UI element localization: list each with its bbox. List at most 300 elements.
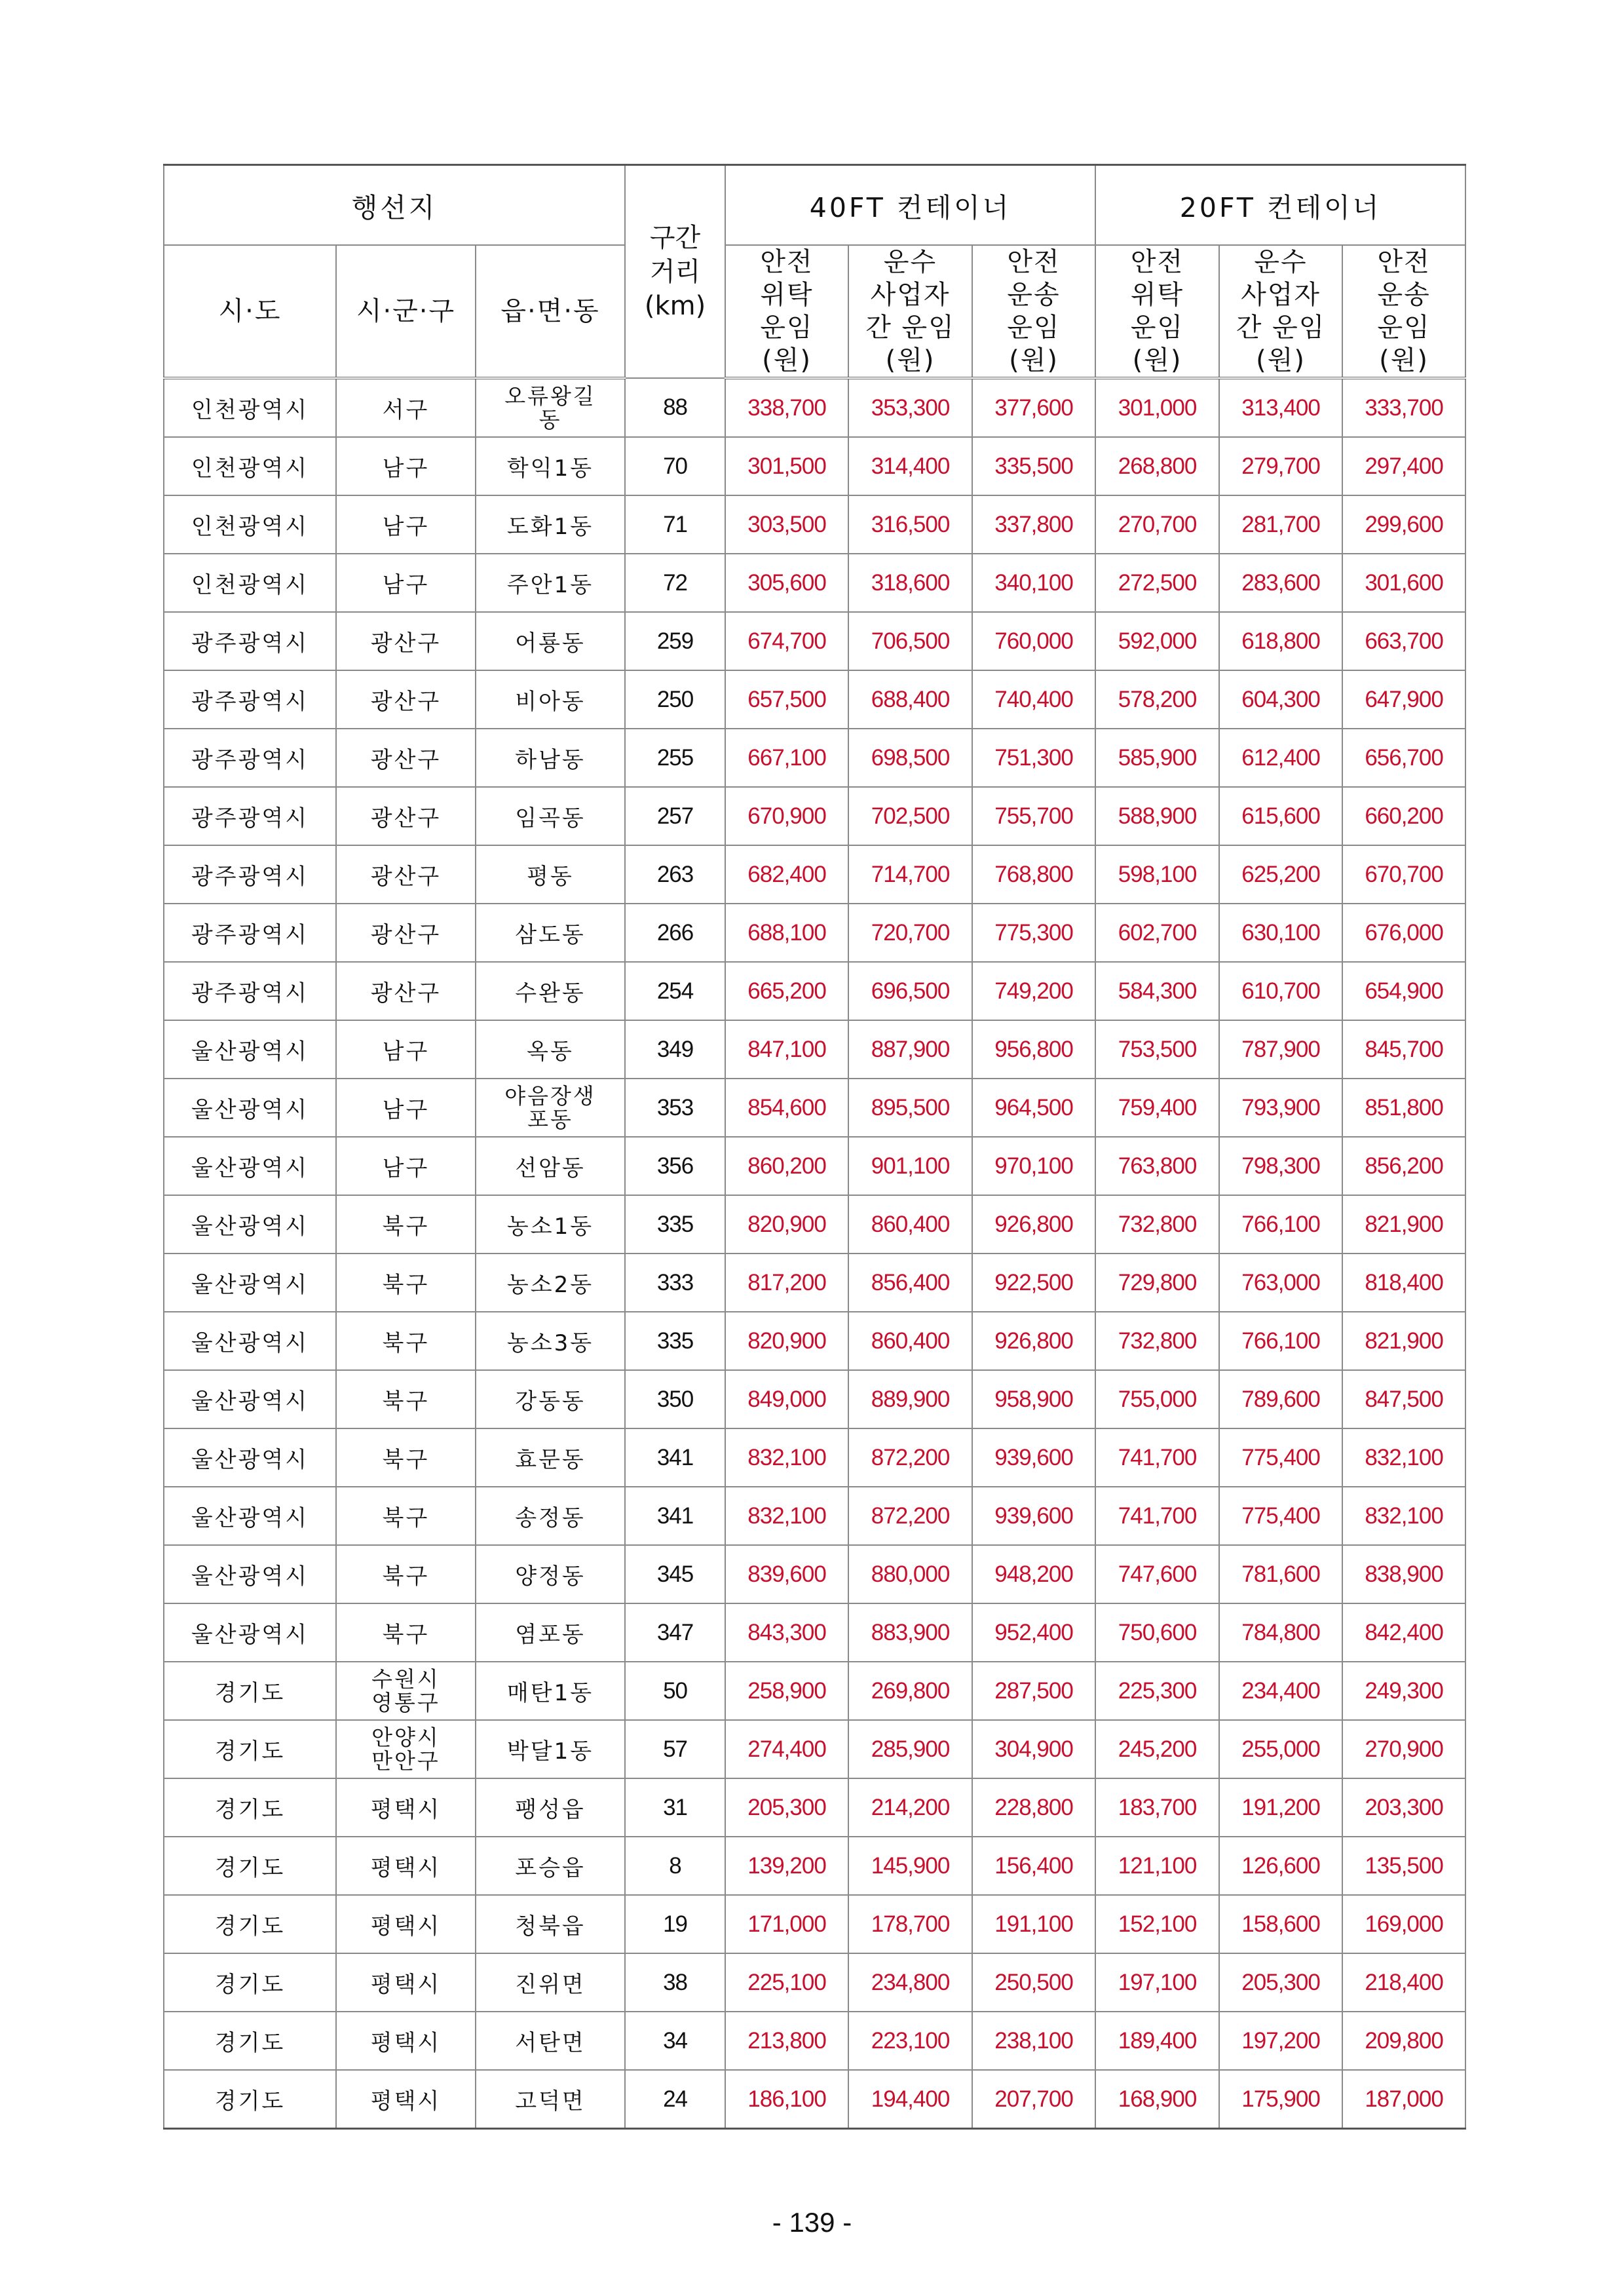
distance-cell: 72 <box>625 554 725 612</box>
40ft-consign-rate-cell: 186,100 <box>725 2070 848 2129</box>
distance-cell: 50 <box>625 1662 725 1720</box>
sigungu-cell: 평택시 <box>336 1895 476 1953</box>
40ft-transport-rate-cell: 755,700 <box>972 787 1095 845</box>
40ft-transport-rate-cell: 207,700 <box>972 2070 1095 2129</box>
dong-cell: 고덕면 <box>476 2070 625 2129</box>
sigungu-cell: 광산구 <box>336 962 476 1020</box>
40ft-consign-rate-cell: 820,900 <box>725 1312 848 1370</box>
table-body <box>164 378 1465 2129</box>
sido-cell: 광주광역시 <box>164 729 336 787</box>
40ft-consign-rate-cell: 665,200 <box>725 962 848 1020</box>
40ft-consign-rate-cell: 338,700 <box>725 378 848 437</box>
40ft-carrier-rate-cell: 880,000 <box>848 1545 972 1603</box>
40ft-carrier-rate-cell: 720,700 <box>848 904 972 962</box>
40ft-carrier-rate-cell: 194,400 <box>848 2070 972 2129</box>
20ft-carrier-rate-cell: 255,000 <box>1219 1720 1342 1778</box>
distance-cell: 353 <box>625 1079 725 1137</box>
40ft-consign-rate-cell: 849,000 <box>725 1370 848 1428</box>
sido-cell: 울산광역시 <box>164 1312 336 1370</box>
sido-cell: 광주광역시 <box>164 904 336 962</box>
20ft-transport-rate-cell: 169,000 <box>1342 1895 1465 1953</box>
table-row <box>164 495 1465 554</box>
40ft-transport-rate-cell: 775,300 <box>972 904 1095 962</box>
20ft-transport-rate-cell: 656,700 <box>1342 729 1465 787</box>
40ft-carrier-rate-cell: 314,400 <box>848 437 972 495</box>
sido-cell: 울산광역시 <box>164 1253 336 1312</box>
sigungu-cell: 평택시 <box>336 2012 476 2070</box>
40ft-consign-rate-cell: 225,100 <box>725 1953 848 2012</box>
40ft-consign-rate-cell: 860,200 <box>725 1137 848 1195</box>
table-row <box>164 1370 1465 1428</box>
table-row <box>164 1662 1465 1720</box>
40ft-transport-rate-cell: 939,600 <box>972 1428 1095 1487</box>
sido-cell: 울산광역시 <box>164 1487 336 1545</box>
40ft-consign-rate-cell: 667,100 <box>725 729 848 787</box>
distance-cell: 254 <box>625 962 725 1020</box>
20ft-consign-rate-cell: 741,700 <box>1095 1428 1219 1487</box>
40ft-carrier-rate-cell: 285,900 <box>848 1720 972 1778</box>
header-40ft-transport-rate: 안전 운송 운임 (원) <box>972 245 1095 378</box>
sido-cell: 인천광역시 <box>164 554 336 612</box>
20ft-carrier-rate-cell: 191,200 <box>1219 1778 1342 1837</box>
20ft-consign-rate-cell: 759,400 <box>1095 1079 1219 1137</box>
40ft-transport-rate-cell: 970,100 <box>972 1137 1095 1195</box>
40ft-carrier-rate-cell: 269,800 <box>848 1662 972 1720</box>
20ft-carrier-rate-cell: 766,100 <box>1219 1195 1342 1253</box>
dong-cell: 하남동 <box>476 729 625 787</box>
40ft-transport-rate-cell: 340,100 <box>972 554 1095 612</box>
dong-cell: 강동동 <box>476 1370 625 1428</box>
header-40ft: 40FT 컨테이너 <box>725 165 1095 246</box>
40ft-transport-rate-cell: 768,800 <box>972 845 1095 904</box>
20ft-carrier-rate-cell: 205,300 <box>1219 1953 1342 2012</box>
40ft-transport-rate-cell: 238,100 <box>972 2012 1095 2070</box>
sigungu-cell: 수원시 영통구 <box>336 1662 476 1720</box>
20ft-consign-rate-cell: 592,000 <box>1095 612 1219 670</box>
table-row <box>164 1137 1465 1195</box>
40ft-carrier-rate-cell: 318,600 <box>848 554 972 612</box>
20ft-consign-rate-cell: 750,600 <box>1095 1603 1219 1662</box>
20ft-transport-rate-cell: 333,700 <box>1342 378 1465 437</box>
40ft-carrier-rate-cell: 889,900 <box>848 1370 972 1428</box>
distance-cell: 255 <box>625 729 725 787</box>
40ft-consign-rate-cell: 657,500 <box>725 670 848 729</box>
20ft-transport-rate-cell: 832,100 <box>1342 1487 1465 1545</box>
table-row <box>164 670 1465 729</box>
40ft-carrier-rate-cell: 698,500 <box>848 729 972 787</box>
sido-cell: 인천광역시 <box>164 437 336 495</box>
distance-cell: 347 <box>625 1603 725 1662</box>
40ft-carrier-rate-cell: 316,500 <box>848 495 972 554</box>
40ft-carrier-rate-cell: 706,500 <box>848 612 972 670</box>
20ft-consign-rate-cell: 578,200 <box>1095 670 1219 729</box>
header-40ft-carrier-rate: 운수 사업자 간 운임 (원) <box>848 245 972 378</box>
20ft-carrier-rate-cell: 283,600 <box>1219 554 1342 612</box>
page-number: - 139 - <box>772 2207 852 2238</box>
sigungu-cell: 북구 <box>336 1312 476 1370</box>
distance-cell: 57 <box>625 1720 725 1778</box>
40ft-carrier-rate-cell: 223,100 <box>848 2012 972 2070</box>
20ft-transport-rate-cell: 297,400 <box>1342 437 1465 495</box>
header-20ft-consign-rate: 안전 위탁 운임 (원) <box>1095 245 1219 378</box>
20ft-transport-rate-cell: 821,900 <box>1342 1195 1465 1253</box>
sigungu-cell: 북구 <box>336 1370 476 1428</box>
40ft-consign-rate-cell: 817,200 <box>725 1253 848 1312</box>
20ft-carrier-rate-cell: 775,400 <box>1219 1428 1342 1487</box>
dong-cell: 효문동 <box>476 1428 625 1487</box>
sido-cell: 경기도 <box>164 1662 336 1720</box>
20ft-transport-rate-cell: 847,500 <box>1342 1370 1465 1428</box>
20ft-consign-rate-cell: 121,100 <box>1095 1837 1219 1895</box>
dong-cell: 농소1동 <box>476 1195 625 1253</box>
sigungu-cell: 남구 <box>336 1137 476 1195</box>
40ft-transport-rate-cell: 250,500 <box>972 1953 1095 2012</box>
40ft-transport-rate-cell: 304,900 <box>972 1720 1095 1778</box>
sido-cell: 인천광역시 <box>164 495 336 554</box>
20ft-carrier-rate-cell: 610,700 <box>1219 962 1342 1020</box>
20ft-transport-rate-cell: 187,000 <box>1342 2070 1465 2129</box>
40ft-transport-rate-cell: 926,800 <box>972 1312 1095 1370</box>
dong-cell: 평동 <box>476 845 625 904</box>
40ft-carrier-rate-cell: 702,500 <box>848 787 972 845</box>
40ft-transport-rate-cell: 751,300 <box>972 729 1095 787</box>
20ft-consign-rate-cell: 197,100 <box>1095 1953 1219 2012</box>
distance-cell: 8 <box>625 1837 725 1895</box>
20ft-consign-rate-cell: 747,600 <box>1095 1545 1219 1603</box>
40ft-consign-rate-cell: 839,600 <box>725 1545 848 1603</box>
table-row <box>164 1837 1465 1895</box>
table-row <box>164 1720 1465 1778</box>
40ft-transport-rate-cell: 335,500 <box>972 437 1095 495</box>
sigungu-cell: 북구 <box>336 1428 476 1487</box>
table-row <box>164 612 1465 670</box>
distance-cell: 350 <box>625 1370 725 1428</box>
dong-cell: 농소2동 <box>476 1253 625 1312</box>
20ft-consign-rate-cell: 741,700 <box>1095 1487 1219 1545</box>
40ft-carrier-rate-cell: 234,800 <box>848 1953 972 2012</box>
sido-cell: 광주광역시 <box>164 670 336 729</box>
20ft-consign-rate-cell: 189,400 <box>1095 2012 1219 2070</box>
sido-cell: 울산광역시 <box>164 1603 336 1662</box>
40ft-consign-rate-cell: 258,900 <box>725 1662 848 1720</box>
20ft-carrier-rate-cell: 787,900 <box>1219 1020 1342 1079</box>
20ft-carrier-rate-cell: 784,800 <box>1219 1603 1342 1662</box>
40ft-carrier-rate-cell: 696,500 <box>848 962 972 1020</box>
sido-cell: 광주광역시 <box>164 962 336 1020</box>
sigungu-cell: 광산구 <box>336 612 476 670</box>
dong-cell: 학익1동 <box>476 437 625 495</box>
40ft-transport-rate-cell: 939,600 <box>972 1487 1095 1545</box>
20ft-consign-rate-cell: 245,200 <box>1095 1720 1219 1778</box>
sido-cell: 인천광역시 <box>164 378 336 437</box>
40ft-transport-rate-cell: 749,200 <box>972 962 1095 1020</box>
table-row <box>164 787 1465 845</box>
sido-cell: 경기도 <box>164 1720 336 1778</box>
dong-cell: 옥동 <box>476 1020 625 1079</box>
sido-cell: 경기도 <box>164 1895 336 1953</box>
table-row <box>164 2070 1465 2129</box>
sido-cell: 울산광역시 <box>164 1370 336 1428</box>
40ft-consign-rate-cell: 213,800 <box>725 2012 848 2070</box>
40ft-transport-rate-cell: 760,000 <box>972 612 1095 670</box>
distance-cell: 333 <box>625 1253 725 1312</box>
20ft-consign-rate-cell: 183,700 <box>1095 1778 1219 1837</box>
table-row <box>164 554 1465 612</box>
table-row <box>164 1778 1465 1837</box>
dong-cell: 박달1동 <box>476 1720 625 1778</box>
header-sido: 시·도 <box>164 245 336 378</box>
40ft-consign-rate-cell: 688,100 <box>725 904 848 962</box>
40ft-consign-rate-cell: 847,100 <box>725 1020 848 1079</box>
40ft-carrier-rate-cell: 872,200 <box>848 1428 972 1487</box>
header-distance: 구간 거리 (km) <box>625 165 725 379</box>
20ft-carrier-rate-cell: 625,200 <box>1219 845 1342 904</box>
distance-cell: 24 <box>625 2070 725 2129</box>
20ft-transport-rate-cell: 218,400 <box>1342 1953 1465 2012</box>
20ft-carrier-rate-cell: 158,600 <box>1219 1895 1342 1953</box>
sigungu-cell: 남구 <box>336 437 476 495</box>
distance-cell: 71 <box>625 495 725 554</box>
dong-cell: 도화1동 <box>476 495 625 554</box>
sigungu-cell: 남구 <box>336 554 476 612</box>
sido-cell: 울산광역시 <box>164 1137 336 1195</box>
20ft-consign-rate-cell: 755,000 <box>1095 1370 1219 1428</box>
20ft-transport-rate-cell: 838,900 <box>1342 1545 1465 1603</box>
20ft-consign-rate-cell: 729,800 <box>1095 1253 1219 1312</box>
sigungu-cell: 남구 <box>336 1020 476 1079</box>
20ft-transport-rate-cell: 845,700 <box>1342 1020 1465 1079</box>
20ft-transport-rate-cell: 654,900 <box>1342 962 1465 1020</box>
header-40ft-consign-rate: 안전 위탁 운임 (원) <box>725 245 848 378</box>
sido-cell: 울산광역시 <box>164 1079 336 1137</box>
20ft-transport-rate-cell: 270,900 <box>1342 1720 1465 1778</box>
sido-cell: 광주광역시 <box>164 787 336 845</box>
40ft-carrier-rate-cell: 353,300 <box>848 378 972 437</box>
20ft-transport-rate-cell: 209,800 <box>1342 2012 1465 2070</box>
20ft-carrier-rate-cell: 793,900 <box>1219 1079 1342 1137</box>
table-row <box>164 904 1465 962</box>
table-row <box>164 1428 1465 1487</box>
sido-cell: 경기도 <box>164 2070 336 2129</box>
40ft-carrier-rate-cell: 688,400 <box>848 670 972 729</box>
table-row <box>164 1895 1465 1953</box>
dong-cell: 양정동 <box>476 1545 625 1603</box>
20ft-transport-rate-cell: 818,400 <box>1342 1253 1465 1312</box>
sido-cell: 울산광역시 <box>164 1020 336 1079</box>
sigungu-cell: 북구 <box>336 1195 476 1253</box>
20ft-carrier-rate-cell: 279,700 <box>1219 437 1342 495</box>
20ft-consign-rate-cell: 272,500 <box>1095 554 1219 612</box>
20ft-transport-rate-cell: 299,600 <box>1342 495 1465 554</box>
20ft-consign-rate-cell: 168,900 <box>1095 2070 1219 2129</box>
20ft-transport-rate-cell: 821,900 <box>1342 1312 1465 1370</box>
sigungu-cell: 서구 <box>336 378 476 437</box>
distance-cell: 70 <box>625 437 725 495</box>
20ft-transport-rate-cell: 203,300 <box>1342 1778 1465 1837</box>
20ft-consign-rate-cell: 732,800 <box>1095 1312 1219 1370</box>
sido-cell: 울산광역시 <box>164 1428 336 1487</box>
40ft-transport-rate-cell: 337,800 <box>972 495 1095 554</box>
20ft-consign-rate-cell: 588,900 <box>1095 787 1219 845</box>
distance-cell: 259 <box>625 612 725 670</box>
40ft-consign-rate-cell: 674,700 <box>725 612 848 670</box>
40ft-carrier-rate-cell: 145,900 <box>848 1837 972 1895</box>
sigungu-cell: 북구 <box>336 1545 476 1603</box>
header-destination: 행선지 <box>164 165 625 246</box>
table-row <box>164 1079 1465 1137</box>
20ft-transport-rate-cell: 663,700 <box>1342 612 1465 670</box>
table-row <box>164 1312 1465 1370</box>
table-row <box>164 378 1465 437</box>
dong-cell: 진위면 <box>476 1953 625 2012</box>
20ft-transport-rate-cell: 832,100 <box>1342 1428 1465 1487</box>
sido-cell: 울산광역시 <box>164 1545 336 1603</box>
20ft-carrier-rate-cell: 604,300 <box>1219 670 1342 729</box>
40ft-carrier-rate-cell: 178,700 <box>848 1895 972 1953</box>
table-row <box>164 1603 1465 1662</box>
40ft-transport-rate-cell: 948,200 <box>972 1545 1095 1603</box>
sigungu-cell: 안양시 만안구 <box>336 1720 476 1778</box>
20ft-consign-rate-cell: 602,700 <box>1095 904 1219 962</box>
dong-cell: 염포동 <box>476 1603 625 1662</box>
table-row <box>164 962 1465 1020</box>
distance-cell: 335 <box>625 1312 725 1370</box>
20ft-transport-rate-cell: 660,200 <box>1342 787 1465 845</box>
dong-cell: 농소3동 <box>476 1312 625 1370</box>
40ft-carrier-rate-cell: 872,200 <box>848 1487 972 1545</box>
20ft-carrier-rate-cell: 789,600 <box>1219 1370 1342 1428</box>
header-20ft-transport-rate: 안전 운송 운임 (원) <box>1342 245 1465 378</box>
sigungu-cell: 남구 <box>336 1079 476 1137</box>
20ft-transport-rate-cell: 856,200 <box>1342 1137 1465 1195</box>
40ft-transport-rate-cell: 926,800 <box>972 1195 1095 1253</box>
40ft-consign-rate-cell: 205,300 <box>725 1778 848 1837</box>
dong-cell: 포승읍 <box>476 1837 625 1895</box>
20ft-carrier-rate-cell: 281,700 <box>1219 495 1342 554</box>
header-sigungu: 시·군·구 <box>336 245 476 378</box>
20ft-consign-rate-cell: 270,700 <box>1095 495 1219 554</box>
distance-cell: 341 <box>625 1487 725 1545</box>
table-row <box>164 845 1465 904</box>
sigungu-cell: 북구 <box>336 1487 476 1545</box>
20ft-carrier-rate-cell: 615,600 <box>1219 787 1342 845</box>
freight-rate-table <box>163 164 1466 2130</box>
table-row <box>164 1253 1465 1312</box>
sigungu-cell: 광산구 <box>336 670 476 729</box>
20ft-carrier-rate-cell: 766,100 <box>1219 1312 1342 1370</box>
40ft-transport-rate-cell: 952,400 <box>972 1603 1095 1662</box>
40ft-consign-rate-cell: 682,400 <box>725 845 848 904</box>
sigungu-cell: 광산구 <box>336 729 476 787</box>
20ft-carrier-rate-cell: 781,600 <box>1219 1545 1342 1603</box>
20ft-transport-rate-cell: 676,000 <box>1342 904 1465 962</box>
distance-cell: 356 <box>625 1137 725 1195</box>
20ft-carrier-rate-cell: 763,000 <box>1219 1253 1342 1312</box>
sigungu-cell: 평택시 <box>336 1837 476 1895</box>
sigungu-cell: 광산구 <box>336 845 476 904</box>
dong-cell: 주안1동 <box>476 554 625 612</box>
dong-cell: 송정동 <box>476 1487 625 1545</box>
sido-cell: 광주광역시 <box>164 845 336 904</box>
sido-cell: 경기도 <box>164 1953 336 2012</box>
20ft-consign-rate-cell: 225,300 <box>1095 1662 1219 1720</box>
20ft-carrier-rate-cell: 126,600 <box>1219 1837 1342 1895</box>
20ft-consign-rate-cell: 732,800 <box>1095 1195 1219 1253</box>
20ft-transport-rate-cell: 135,500 <box>1342 1837 1465 1895</box>
40ft-consign-rate-cell: 305,600 <box>725 554 848 612</box>
20ft-carrier-rate-cell: 618,800 <box>1219 612 1342 670</box>
20ft-carrier-rate-cell: 630,100 <box>1219 904 1342 962</box>
20ft-consign-rate-cell: 584,300 <box>1095 962 1219 1020</box>
dong-cell: 비아동 <box>476 670 625 729</box>
20ft-transport-rate-cell: 249,300 <box>1342 1662 1465 1720</box>
20ft-consign-rate-cell: 763,800 <box>1095 1137 1219 1195</box>
20ft-consign-rate-cell: 152,100 <box>1095 1895 1219 1953</box>
20ft-consign-rate-cell: 598,100 <box>1095 845 1219 904</box>
40ft-carrier-rate-cell: 860,400 <box>848 1195 972 1253</box>
20ft-consign-rate-cell: 585,900 <box>1095 729 1219 787</box>
20ft-carrier-rate-cell: 197,200 <box>1219 2012 1342 2070</box>
dong-cell: 매탄1동 <box>476 1662 625 1720</box>
40ft-transport-rate-cell: 377,600 <box>972 378 1095 437</box>
dong-cell: 선암동 <box>476 1137 625 1195</box>
table-row <box>164 729 1465 787</box>
40ft-consign-rate-cell: 820,900 <box>725 1195 848 1253</box>
40ft-transport-rate-cell: 956,800 <box>972 1020 1095 1079</box>
distance-cell: 31 <box>625 1778 725 1837</box>
40ft-carrier-rate-cell: 214,200 <box>848 1778 972 1837</box>
40ft-carrier-rate-cell: 714,700 <box>848 845 972 904</box>
sigungu-cell: 광산구 <box>336 787 476 845</box>
40ft-consign-rate-cell: 139,200 <box>725 1837 848 1895</box>
40ft-transport-rate-cell: 740,400 <box>972 670 1095 729</box>
40ft-transport-rate-cell: 228,800 <box>972 1778 1095 1837</box>
40ft-consign-rate-cell: 303,500 <box>725 495 848 554</box>
20ft-consign-rate-cell: 268,800 <box>1095 437 1219 495</box>
sido-cell: 경기도 <box>164 1837 336 1895</box>
distance-cell: 335 <box>625 1195 725 1253</box>
header-20ft-carrier-rate: 운수 사업자 간 운임 (원) <box>1219 245 1342 378</box>
40ft-consign-rate-cell: 171,000 <box>725 1895 848 1953</box>
distance-cell: 266 <box>625 904 725 962</box>
40ft-consign-rate-cell: 854,600 <box>725 1079 848 1137</box>
sido-cell: 경기도 <box>164 1778 336 1837</box>
20ft-transport-rate-cell: 842,400 <box>1342 1603 1465 1662</box>
dong-cell: 삼도동 <box>476 904 625 962</box>
40ft-carrier-rate-cell: 895,500 <box>848 1079 972 1137</box>
20ft-carrier-rate-cell: 175,900 <box>1219 2070 1342 2129</box>
40ft-consign-rate-cell: 832,100 <box>725 1428 848 1487</box>
sigungu-cell: 북구 <box>336 1253 476 1312</box>
20ft-carrier-rate-cell: 234,400 <box>1219 1662 1342 1720</box>
dong-cell: 임곡동 <box>476 787 625 845</box>
dong-cell: 서탄면 <box>476 2012 625 2070</box>
40ft-transport-rate-cell: 922,500 <box>972 1253 1095 1312</box>
header-eupmyeondong: 읍·면·동 <box>476 245 625 378</box>
20ft-consign-rate-cell: 301,000 <box>1095 378 1219 437</box>
20ft-carrier-rate-cell: 775,400 <box>1219 1487 1342 1545</box>
table-row <box>164 2012 1465 2070</box>
table-row <box>164 1545 1465 1603</box>
sigungu-cell: 광산구 <box>336 904 476 962</box>
40ft-consign-rate-cell: 670,900 <box>725 787 848 845</box>
40ft-transport-rate-cell: 191,100 <box>972 1895 1095 1953</box>
distance-cell: 250 <box>625 670 725 729</box>
table-row <box>164 1020 1465 1079</box>
table-row <box>164 437 1465 495</box>
40ft-carrier-rate-cell: 883,900 <box>848 1603 972 1662</box>
sigungu-cell: 북구 <box>336 1603 476 1662</box>
